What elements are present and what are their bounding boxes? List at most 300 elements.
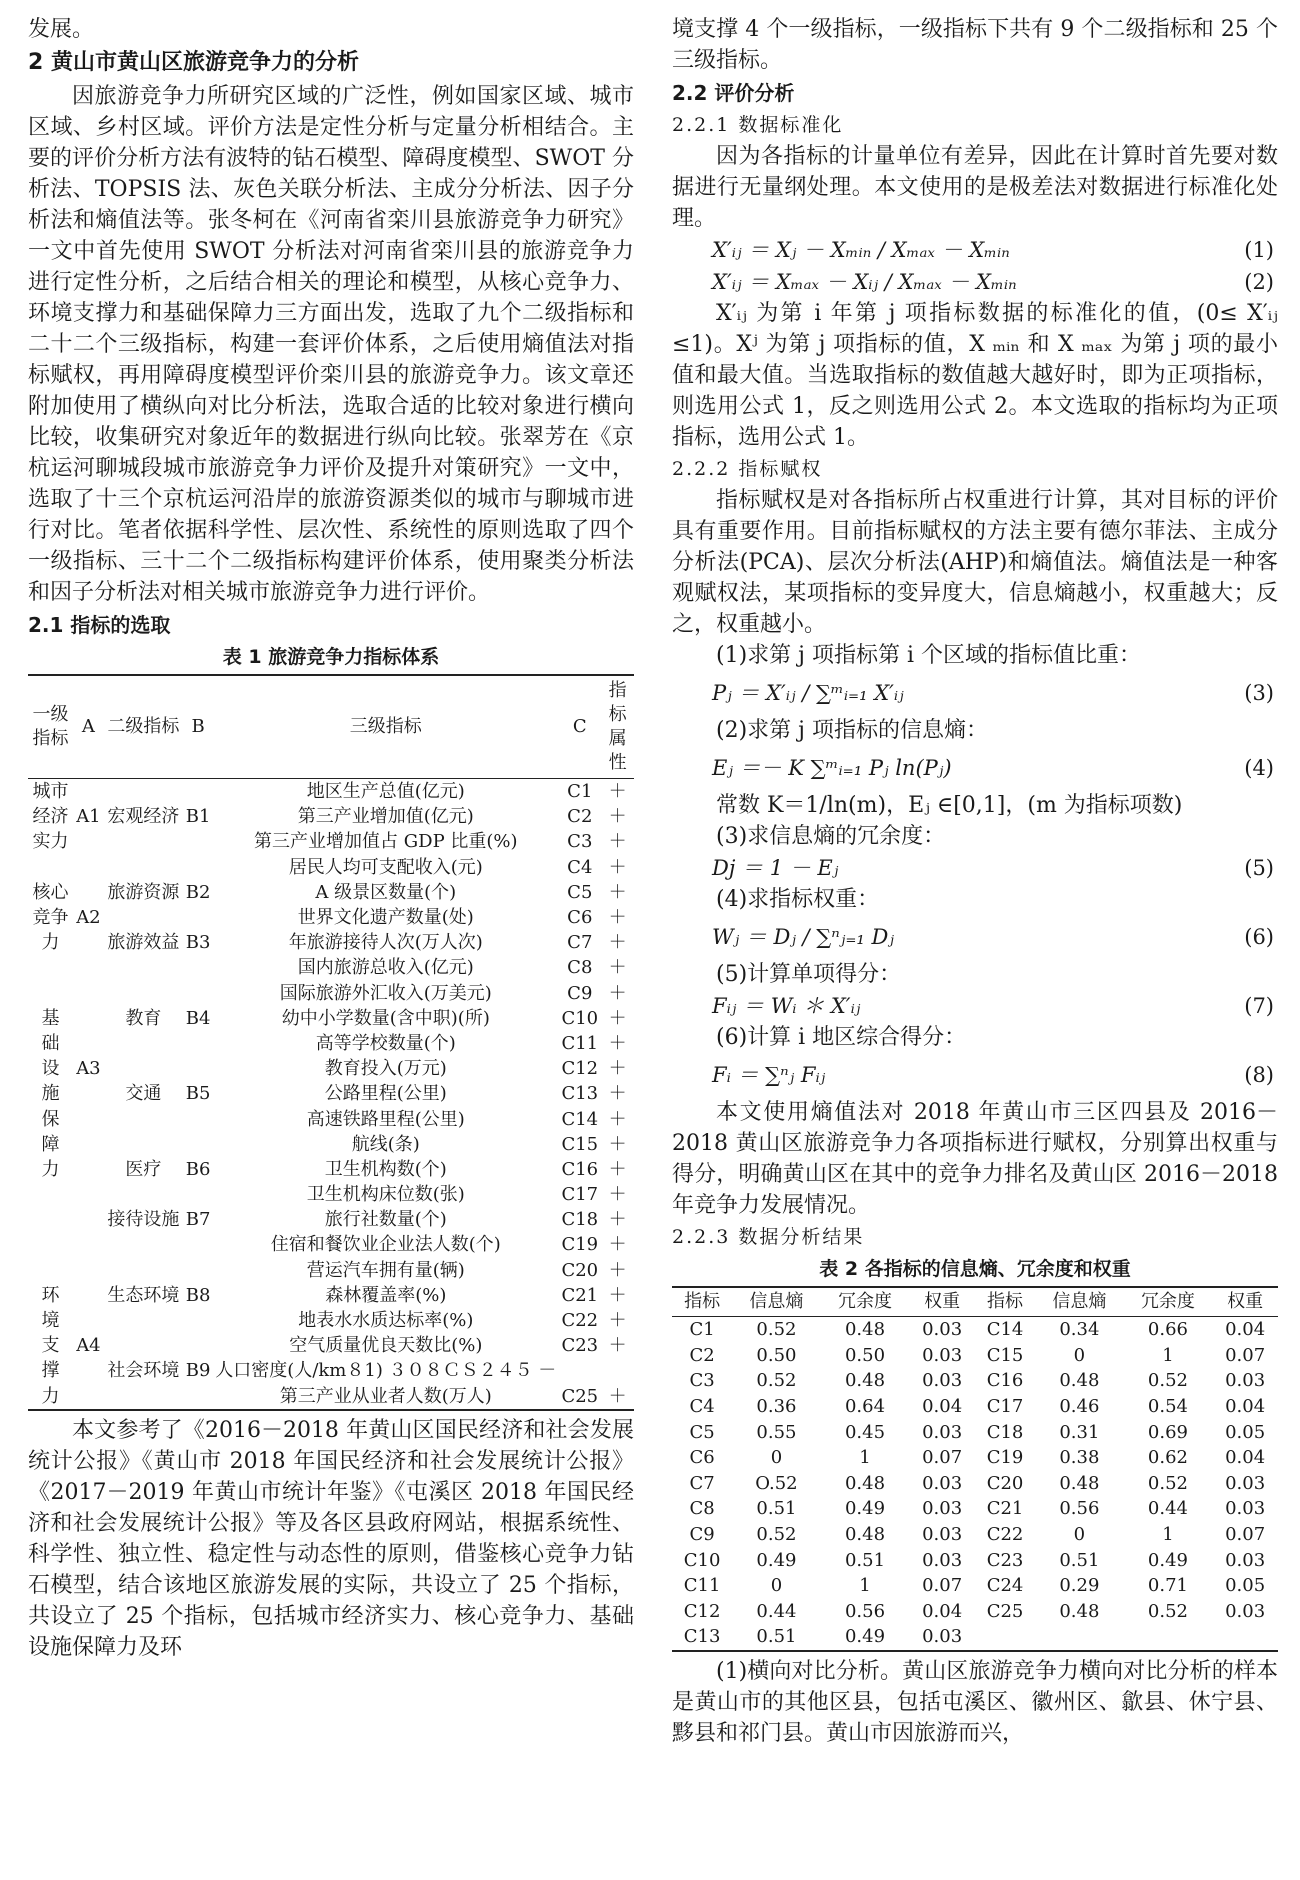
a-code-cell bbox=[73, 930, 104, 955]
table-cell: 0.56 bbox=[844, 1600, 886, 1622]
level1-cell bbox=[28, 1232, 73, 1257]
level1-cell bbox=[28, 1207, 73, 1232]
table-row bbox=[28, 1056, 634, 1081]
table-row bbox=[28, 1308, 634, 1333]
equation-number: (3) bbox=[1244, 681, 1274, 705]
level1-cell: 支 bbox=[41, 1335, 60, 1357]
table-row bbox=[28, 981, 634, 1006]
level2-cell: 社会环境 bbox=[107, 1360, 180, 1382]
table-cell: 0.49 bbox=[756, 1549, 797, 1571]
a-code-cell: A3 bbox=[76, 1058, 101, 1080]
table-cell: C19 bbox=[986, 1447, 1024, 1469]
table-row bbox=[28, 1232, 634, 1257]
table-cell: 0.29 bbox=[1059, 1575, 1100, 1597]
attribute-cell: ＋ bbox=[608, 781, 627, 803]
attribute-cell: ＋ bbox=[608, 1158, 627, 1180]
attribute-cell: ＋ bbox=[608, 1284, 627, 1306]
level1-cell: 境 bbox=[41, 1310, 60, 1332]
b-code-cell bbox=[183, 1258, 213, 1283]
a-code-cell bbox=[73, 981, 104, 1006]
table-row bbox=[672, 1547, 1278, 1573]
level2-cell bbox=[104, 1106, 183, 1131]
table-row bbox=[28, 779, 634, 805]
c-code-cell: C19 bbox=[561, 1234, 599, 1256]
table-row bbox=[28, 1258, 634, 1283]
level2-cell bbox=[104, 855, 183, 880]
body-paragraph: 因旅游竞争力所研究区域的广泛性，例如国家区域、城市区域、乡村区域。评价方法是定性分析与定量分析相结合。主要的评价分析方法有波特的钻石模型、障碍度模型、SWOT 分析法、TOPSIS 法、灰色关联分析法、主成分分析法、因子分析法和熵值法等。张冬柯在《河南省栾川县旅游竞争力研究》一文中首先使用 SWOT 分析法对河南省栾川县的旅游竞争力进行定性分析，之后结合相关的理论和模型，从核心竞争力、环境支撑力和基础保障力三方面出发，选取了九个二级指标和二十二个三级指标，构建一套评价体系，之后使用熵值法对指标赋权，再用障碍度模型评价栾川县的旅游竞争力。该文章还附加使用了横纵向对比分析法，选取合适的比较对象进行横向比较，收集研究对象近年的数据进行纵向比较。张翠芳在《京杭运河聊城段城市旅游竞争力评价及提升对策研究》一文中，选取了十三个京杭运河沿岸的旅游资源类似的城市与聊城市进行对比。笔者依据科学性、层次性、系统性的原则选取了四个一级指标、三十二个二级指标构建评价体系，使用聚类分析法和因子分析法对相关城市旅游竞争力进行评价。 bbox=[28, 84, 634, 605]
level3-cell: 公路里程(公里) bbox=[324, 1083, 447, 1105]
a-code-cell: A4 bbox=[76, 1335, 101, 1357]
table-row bbox=[28, 1384, 634, 1410]
formula-text: X′ᵢⱼ ＝ Xⱼ － Xₘᵢₙ / Xₘₐₓ － Xₘᵢₙ bbox=[712, 238, 1010, 262]
table-cell: 0.04 bbox=[1225, 1447, 1266, 1469]
level3-cell: 世界文化遗产数量(处) bbox=[297, 907, 474, 929]
step-text: (1)求第 j 项指标第 i 个区域的指标值比重： bbox=[716, 643, 1141, 668]
table-cell: 0.03 bbox=[922, 1626, 963, 1648]
a-code-cell bbox=[73, 1207, 104, 1232]
level1-cell: 设 bbox=[41, 1058, 60, 1080]
level1-cell: 力 bbox=[41, 1158, 60, 1180]
c-code-cell: C9 bbox=[567, 982, 593, 1004]
a-code-cell: A2 bbox=[76, 907, 101, 929]
body-paragraph: 指标赋权是对各指标所占权重进行计算，其对目标的评价具有重要作用。目前指标赋权的方法主要有德尔菲法、主成分分析法(PCA)、层次分析法(AHP)和熵值法。熵值法是一种客观赋权法，某项指标的变异度大，信息熵越小，权重越大；反之，权重越小。 bbox=[672, 488, 1278, 637]
table1-caption: 表 1 旅游竞争力指标体系 bbox=[222, 646, 440, 668]
table-cell: 0.69 bbox=[1147, 1421, 1188, 1443]
level2-cell: 生态环境 bbox=[107, 1284, 180, 1306]
table-cell: 0.52 bbox=[756, 1370, 797, 1392]
table-cell: 0 bbox=[770, 1447, 783, 1469]
a-code-cell bbox=[73, 1182, 104, 1207]
table-cell: 0.48 bbox=[844, 1370, 886, 1392]
c-code-cell: C22 bbox=[561, 1310, 599, 1332]
table-cell: 0 bbox=[1073, 1344, 1086, 1366]
b-code-cell bbox=[183, 1182, 213, 1207]
table-cell: C14 bbox=[986, 1319, 1024, 1341]
table-cell: 0.51 bbox=[1059, 1549, 1100, 1571]
table-row bbox=[28, 955, 634, 980]
b-code-cell bbox=[183, 1333, 213, 1358]
table-cell bbox=[1124, 1624, 1213, 1651]
table-cell: C24 bbox=[986, 1575, 1024, 1597]
table-cell: 0.48 bbox=[844, 1319, 886, 1341]
table-cell: C9 bbox=[689, 1524, 715, 1546]
table-cell: 1 bbox=[859, 1447, 871, 1469]
table-cell: 0.04 bbox=[922, 1396, 963, 1418]
subsection-heading: 2.2 评价分析 bbox=[672, 81, 795, 105]
level3-cell: 航线(条) bbox=[351, 1133, 420, 1155]
table-row bbox=[672, 1522, 1278, 1548]
table-cell: 0.50 bbox=[844, 1344, 886, 1366]
table-cell: 0.66 bbox=[1147, 1319, 1188, 1341]
level1-cell: 施 bbox=[41, 1083, 60, 1105]
table-cell: 0.62 bbox=[1147, 1447, 1188, 1469]
level2-cell: 医疗 bbox=[125, 1158, 162, 1180]
table-cell: 0.07 bbox=[1225, 1344, 1266, 1366]
attribute-cell: ＋ bbox=[608, 1310, 627, 1332]
c-code-cell: C1 bbox=[567, 781, 593, 803]
c-code-cell: C13 bbox=[561, 1083, 599, 1105]
equation-number: (5) bbox=[1244, 856, 1274, 880]
level3-cell: 居民人均可支配收入(元) bbox=[288, 856, 483, 878]
table-cell: 0 bbox=[770, 1575, 783, 1597]
a-code-cell bbox=[73, 955, 104, 980]
a-code-cell bbox=[73, 1358, 104, 1383]
header-cell: 信息熵 bbox=[732, 1287, 821, 1317]
body-paragraph: 因为各指标的计量单位有差异，因此在计算时首先要对数据进行无量纲处理。本文使用的是极差法对数据进行标准化处理。 bbox=[672, 144, 1278, 231]
table-cell: 0.48 bbox=[844, 1472, 886, 1494]
table-row bbox=[28, 1207, 634, 1232]
level2-cell: 交通 bbox=[125, 1083, 162, 1105]
body-paragraph: (1)横向对比分析。黄山区旅游竞争力横向对比分析的样本是黄山市的其他区县，包括屯溪区、徽州区、歙县、休宁县、黟县和祁门县。黄山市因旅游而兴， bbox=[672, 1658, 1278, 1746]
table-row bbox=[28, 1358, 634, 1383]
table-cell: 0.48 bbox=[1059, 1370, 1100, 1392]
table-cell: 0.03 bbox=[922, 1421, 963, 1443]
header-cell: 冗余度 bbox=[1124, 1287, 1213, 1317]
c-code-cell: C10 bbox=[561, 1007, 599, 1029]
equation-number: (7) bbox=[1244, 994, 1274, 1018]
header-cell: 二级指标 bbox=[104, 675, 183, 779]
level2-cell bbox=[104, 1258, 183, 1283]
c-code-cell: C6 bbox=[567, 907, 593, 929]
b-code-cell: B6 bbox=[185, 1158, 211, 1180]
attribute-cell: ＋ bbox=[608, 1083, 627, 1105]
table-row bbox=[672, 1471, 1278, 1497]
attribute-cell: ＋ bbox=[608, 1234, 627, 1256]
table1-body bbox=[28, 779, 634, 1410]
table-cell: 1 bbox=[1162, 1344, 1174, 1366]
table-cell: 0.52 bbox=[756, 1319, 797, 1341]
table-cell: 0.48 bbox=[1059, 1472, 1100, 1494]
table-cell: 0.64 bbox=[844, 1396, 886, 1418]
b-code-cell: B5 bbox=[185, 1083, 211, 1105]
table-row bbox=[28, 1333, 634, 1358]
level3-cell: 营运汽车拥有量(辆) bbox=[306, 1259, 465, 1281]
step-text: (3)求信息熵的冗余度： bbox=[716, 824, 946, 849]
table-cell bbox=[1212, 1624, 1278, 1651]
level3-cell: 教育投入(万元) bbox=[324, 1058, 447, 1080]
formula-text: Fᵢⱼ ＝ Wᵢ ＊ X′ᵢⱼ bbox=[712, 994, 861, 1018]
table-cell: 0.03 bbox=[1225, 1498, 1266, 1520]
b-code-cell: B2 bbox=[185, 881, 211, 903]
b-code-cell bbox=[183, 779, 213, 805]
table-cell: 0.38 bbox=[1059, 1447, 1100, 1469]
b-code-cell bbox=[183, 1308, 213, 1333]
table-cell: 0.48 bbox=[1059, 1600, 1100, 1622]
table-cell: 0.50 bbox=[756, 1344, 797, 1366]
table-cell: 0.56 bbox=[1059, 1498, 1100, 1520]
table-row bbox=[28, 905, 634, 930]
table-cell: 0.04 bbox=[1225, 1319, 1266, 1341]
table-cell: 0.49 bbox=[844, 1498, 886, 1520]
level2-cell: 旅游效益 bbox=[107, 932, 180, 954]
table-row bbox=[28, 1006, 634, 1031]
table1-header-row bbox=[28, 675, 634, 779]
formula-3 bbox=[672, 671, 1278, 715]
a-code-cell bbox=[73, 1031, 104, 1056]
c-code-cell: C5 bbox=[567, 881, 593, 903]
b-code-cell bbox=[183, 829, 213, 854]
c-code-cell: C15 bbox=[561, 1133, 599, 1155]
attribute-cell: ＋ bbox=[608, 1184, 627, 1206]
table-row bbox=[672, 1573, 1278, 1599]
b-code-cell bbox=[183, 1031, 213, 1056]
table-cell: C12 bbox=[683, 1600, 721, 1622]
table-cell: 0.03 bbox=[922, 1498, 963, 1520]
table-cell: 1 bbox=[1162, 1524, 1174, 1546]
table-cell: C21 bbox=[986, 1498, 1024, 1520]
table-cell: 0.03 bbox=[1225, 1549, 1266, 1571]
equation-number: (8) bbox=[1244, 1063, 1274, 1087]
attribute-cell: ＋ bbox=[608, 1335, 627, 1357]
section-heading: 2 黄山市黄山区旅游竞争力的分析 bbox=[28, 50, 359, 75]
b-code-cell: B3 bbox=[185, 932, 211, 954]
formula-text: Pⱼ ＝ X′ᵢⱼ / ∑ᵐᵢ₌₁ X′ᵢⱼ bbox=[712, 681, 904, 705]
indicator-table bbox=[28, 674, 634, 1411]
table-cell: C18 bbox=[986, 1421, 1024, 1443]
table-row bbox=[672, 1624, 1278, 1651]
table-cell: 0.51 bbox=[844, 1549, 886, 1571]
level3-cell: 第三产业增加值(亿元) bbox=[297, 806, 474, 828]
formula-7 bbox=[672, 990, 1278, 1022]
table-cell: 0.46 bbox=[1059, 1396, 1100, 1418]
table-cell: 0.31 bbox=[1059, 1421, 1100, 1443]
table-cell: 0.04 bbox=[922, 1600, 963, 1622]
equation-number: (1) bbox=[1244, 238, 1274, 262]
level2-cell bbox=[104, 1384, 183, 1410]
table-cell: 0.03 bbox=[922, 1524, 963, 1546]
attribute-cell: ＋ bbox=[608, 856, 627, 878]
a-code-cell bbox=[73, 1258, 104, 1283]
formula-1 bbox=[672, 234, 1278, 266]
b-code-cell bbox=[183, 1132, 213, 1157]
level3-cell: 卫生机构数(个) bbox=[324, 1158, 447, 1180]
a-code-cell: A1 bbox=[76, 806, 101, 828]
attribute-cell: ＋ bbox=[608, 1007, 627, 1029]
table-cell bbox=[1035, 1624, 1124, 1651]
level1-cell bbox=[28, 1182, 73, 1207]
table-row bbox=[672, 1496, 1278, 1522]
table-row bbox=[672, 1419, 1278, 1445]
level3-cell: 高等学校数量(个) bbox=[315, 1032, 456, 1054]
subsubsection-heading: 2.2.1 数据标准化 bbox=[672, 114, 844, 136]
c-code-cell: C3 bbox=[567, 831, 593, 853]
level2-cell bbox=[104, 1056, 183, 1081]
table2-header-row bbox=[672, 1287, 1278, 1317]
body-paragraph: 本文使用熵值法对 2018 年黄山市三区四县及 2016－2018 黄山区旅游竞争力各项指标进行赋权，分别算出权重与得分，明确黄山区在其中的竞争力排名及黄山区 2016－2018 年竞争力发展情况。 bbox=[672, 1100, 1278, 1218]
table-cell: 0.55 bbox=[756, 1421, 797, 1443]
attribute-cell: ＋ bbox=[608, 881, 627, 903]
a-code-cell bbox=[73, 1132, 104, 1157]
entropy-weight-table bbox=[672, 1286, 1278, 1652]
b-code-cell: B1 bbox=[185, 806, 211, 828]
table-cell: 0.52 bbox=[1147, 1600, 1188, 1622]
level3-cell: A 级景区数量(个) bbox=[315, 881, 457, 903]
table-cell: 0.04 bbox=[1225, 1396, 1266, 1418]
step-text: (4)求指标权重： bbox=[716, 887, 880, 912]
subsubsection-heading: 2.2.2 指标赋权 bbox=[672, 458, 823, 480]
level3-cell: 第三产业增加值占 GDP 比重(%) bbox=[254, 831, 518, 853]
c-code-cell: C23 bbox=[561, 1335, 599, 1357]
table-cell: 0.07 bbox=[1225, 1524, 1266, 1546]
header-cell: B bbox=[183, 675, 213, 779]
level3-cell: 地区生产总值(亿元) bbox=[306, 781, 465, 803]
table-row bbox=[28, 1157, 634, 1182]
level2-cell bbox=[104, 1232, 183, 1257]
c-code-cell: C17 bbox=[561, 1184, 599, 1206]
table-cell: C15 bbox=[986, 1344, 1024, 1366]
body-paragraph: 本文参考了《2016－2018 年黄山区国民经济和社会发展统计公报》《黄山市 2018 年国民经济和社会发展统计公报》《2017－2019 年黄山市统计年鉴》《屯溪区 2018 年国民经济和社会发展统计公报》等及各区县政府网站，根据系统性、科学性、独立性、稳定性与动态性的原则，借鉴核心竞争力钻石模型，结合该地区旅游发展的实际，共设立了 25 个指标，共设立了 25 个指标，包括城市经济实力、核心竞争力、基础设施保障力及环 bbox=[28, 1417, 634, 1660]
table-cell: 0.49 bbox=[1147, 1549, 1188, 1571]
step-text: 常数 K＝1/ln(m)，Eⱼ ∈[0,1]，(m 为指标项数) bbox=[716, 793, 1183, 818]
c-code-cell: C14 bbox=[561, 1108, 599, 1130]
attribute-cell: ＋ bbox=[608, 1259, 627, 1281]
attribute-cell: ＋ bbox=[608, 1209, 627, 1231]
level2-cell bbox=[104, 955, 183, 980]
c-code-cell: C25 bbox=[561, 1385, 599, 1407]
level2-cell bbox=[104, 1182, 183, 1207]
level2-cell: 接待设施 bbox=[107, 1209, 180, 1231]
level2-cell bbox=[104, 1308, 183, 1333]
c-code-cell: C11 bbox=[561, 1032, 599, 1054]
a-code-cell bbox=[73, 1106, 104, 1131]
step-text: (2)求第 j 项指标的信息熵： bbox=[716, 718, 988, 743]
level1-cell bbox=[28, 981, 73, 1006]
table2-body bbox=[672, 1317, 1278, 1651]
table-row bbox=[672, 1445, 1278, 1471]
table-row bbox=[672, 1368, 1278, 1394]
table-cell: 0.07 bbox=[922, 1575, 963, 1597]
level1-cell bbox=[28, 1258, 73, 1283]
table-cell: C13 bbox=[683, 1626, 721, 1648]
level1-cell: 础 bbox=[41, 1032, 60, 1054]
left-column bbox=[28, 14, 634, 1663]
level2-cell: 教育 bbox=[125, 1007, 162, 1029]
table-cell: 0.05 bbox=[1225, 1575, 1266, 1597]
step-text: (5)计算单项得分： bbox=[716, 962, 902, 987]
formula-text: Dj ＝ 1 － Eⱼ bbox=[712, 856, 839, 880]
table-row bbox=[28, 1081, 634, 1106]
header-cell: C bbox=[558, 675, 601, 779]
formula-text: Fᵢ ＝ ∑ⁿⱼ Fᵢⱼ bbox=[712, 1063, 826, 1087]
level1-cell: 障 bbox=[41, 1133, 60, 1155]
header-cell: 指标 bbox=[672, 1287, 732, 1317]
table-cell: C3 bbox=[689, 1370, 715, 1392]
formula-4 bbox=[672, 746, 1278, 790]
table-cell: C22 bbox=[986, 1524, 1024, 1546]
table-cell: 0.44 bbox=[756, 1600, 797, 1622]
table-row bbox=[672, 1317, 1278, 1343]
table-cell: C16 bbox=[986, 1370, 1024, 1392]
c-code-cell: C12 bbox=[561, 1058, 599, 1080]
table-cell: 0.49 bbox=[844, 1626, 886, 1648]
a-code-cell bbox=[73, 855, 104, 880]
level3-cell: 空气质量优良天数比(%) bbox=[289, 1335, 483, 1357]
level2-cell bbox=[104, 981, 183, 1006]
table-row bbox=[28, 1132, 634, 1157]
a-code-cell bbox=[73, 1157, 104, 1182]
level3-cell: 年旅游接待人次(万人次) bbox=[288, 932, 483, 954]
table-cell: 0.03 bbox=[1225, 1600, 1266, 1622]
table-row bbox=[672, 1394, 1278, 1420]
header-cell: 三级指标 bbox=[213, 675, 558, 779]
table-cell: 0.54 bbox=[1147, 1396, 1188, 1418]
table-cell: C7 bbox=[689, 1472, 715, 1494]
level1-cell bbox=[28, 855, 73, 880]
subsection-heading: 2.1 指标的选取 bbox=[28, 613, 171, 637]
formula-text: X′ᵢⱼ ＝ Xₘₐₓ － Xᵢⱼ / Xₘₐₓ － Xₘᵢₙ bbox=[712, 270, 1017, 294]
equation-number: (6) bbox=[1244, 925, 1274, 949]
equation-number: (4) bbox=[1244, 756, 1274, 780]
level2-cell bbox=[104, 905, 183, 930]
attribute-cell: ＋ bbox=[608, 957, 627, 979]
b-code-cell: B8 bbox=[185, 1284, 211, 1306]
table-cell: 0.03 bbox=[922, 1472, 963, 1494]
table2-caption: 表 2 各指标的信息熵、冗余度和权重 bbox=[819, 1258, 1131, 1280]
header-cell: A bbox=[73, 675, 104, 779]
b-code-cell: B7 bbox=[185, 1209, 211, 1231]
attribute-cell: ＋ bbox=[608, 907, 627, 929]
level1-cell: 基 bbox=[41, 1007, 60, 1029]
table-cell: C10 bbox=[683, 1549, 721, 1571]
table-cell: 0 bbox=[1073, 1524, 1086, 1546]
table-row bbox=[28, 930, 634, 955]
b-code-cell bbox=[183, 855, 213, 880]
b-code-cell bbox=[183, 1056, 213, 1081]
level3-cell: 旅行社数量(个) bbox=[324, 1209, 447, 1231]
table-cell: 0.52 bbox=[756, 1524, 797, 1546]
table-cell: C25 bbox=[986, 1600, 1024, 1622]
table-cell: 0.51 bbox=[756, 1626, 797, 1648]
b-code-cell bbox=[183, 905, 213, 930]
c-code-cell: C4 bbox=[567, 856, 593, 878]
b-code-cell bbox=[183, 955, 213, 980]
table-row bbox=[28, 1106, 634, 1131]
attribute-cell: ＋ bbox=[608, 1133, 627, 1155]
right-column bbox=[672, 14, 1278, 1749]
b-code-cell: B4 bbox=[185, 1007, 211, 1029]
table-cell: 0.45 bbox=[844, 1421, 886, 1443]
level3-cell: 卫生机构床位数(张) bbox=[306, 1184, 465, 1206]
attribute-cell: ＋ bbox=[608, 932, 627, 954]
step-text: (6)计算 i 地区综合得分： bbox=[716, 1025, 967, 1050]
b-code-cell bbox=[183, 1384, 213, 1410]
table-cell: 0.48 bbox=[844, 1524, 886, 1546]
level1-cell: 环 bbox=[41, 1284, 60, 1306]
a-code-cell bbox=[73, 1384, 104, 1410]
table-row bbox=[28, 1182, 634, 1207]
table-cell: C6 bbox=[689, 1447, 715, 1469]
a-code-cell bbox=[73, 779, 104, 805]
a-code-cell bbox=[73, 1006, 104, 1031]
c-code-cell: C7 bbox=[567, 932, 593, 954]
level3-cell: 国际旅游外汇收入(万美元) bbox=[279, 982, 492, 1004]
c-code-cell bbox=[558, 1358, 601, 1383]
level1-cell: 核心 bbox=[32, 881, 69, 903]
table-cell: 0.52 bbox=[1147, 1472, 1188, 1494]
table-cell: 0.05 bbox=[1225, 1421, 1266, 1443]
c-code-cell: C18 bbox=[561, 1209, 599, 1231]
attribute-cell: ＋ bbox=[608, 1058, 627, 1080]
table-cell: C23 bbox=[986, 1549, 1024, 1571]
attribute-cell: ＋ bbox=[608, 982, 627, 1004]
table-cell bbox=[975, 1624, 1035, 1651]
table-row bbox=[28, 829, 634, 854]
table-cell: 0.03 bbox=[922, 1344, 963, 1366]
level2-cell bbox=[104, 1333, 183, 1358]
header-cell: 权重 bbox=[909, 1287, 975, 1317]
level1-cell: 实力 bbox=[32, 831, 69, 853]
a-code-cell bbox=[73, 1283, 104, 1308]
